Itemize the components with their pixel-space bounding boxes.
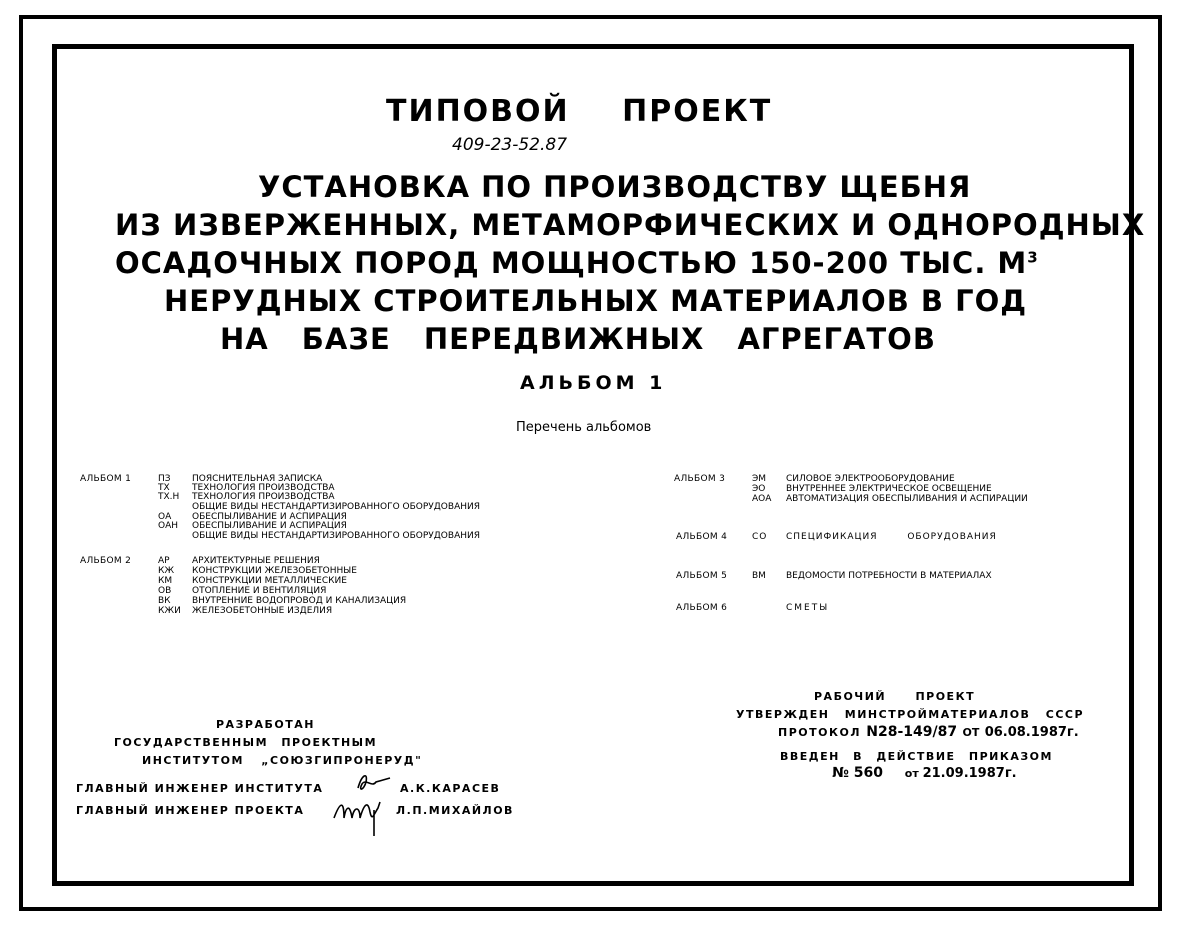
list-item: ЭО ВНУТРЕННЕЕ ЭЛЕКТРИЧЕСКОЕ ОСВЕЩЕНИЕ: [752, 484, 992, 494]
list-item: ТХ ТЕХНОЛОГИЯ ПРОИЗВОДСТВА: [158, 483, 335, 493]
order-number: № 560: [832, 765, 883, 781]
list-item: СО СПЕЦИФИКАЦИЯ ОБОРУДОВАНИЯ: [752, 532, 997, 542]
project-number: 409-23-52.87: [452, 135, 568, 155]
album-2-label: АЛЬБОМ 2: [80, 556, 132, 566]
album-4-label: АЛЬБОМ 4: [676, 532, 728, 542]
developer-line-2: ГОСУДАРСТВЕННЫМ ПРОЕКТНЫМ: [114, 736, 378, 749]
album-6-label: АЛЬБОМ 6: [676, 603, 728, 613]
subject-line-2: ИЗ ИЗВЕРЖЕННЫХ, МЕТАМОРФИЧЕСКИХ И ОДНОРОДНЫХ: [115, 208, 1146, 242]
document-type-title: ТИПОВОЙ ПРОЕКТ: [386, 94, 773, 129]
list-item: ВК ВНУТРЕННИЕ ВОДОПРОВОД И КАНАЛИЗАЦИЯ: [158, 596, 407, 606]
albums-list-title: Перечень альбомов: [516, 420, 652, 435]
list-item: ОВ ОТОПЛЕНИЕ И ВЕНТИЛЯЦИЯ: [158, 586, 327, 596]
subject-line-3: [115, 246, 1039, 280]
developer-line-3: ИНСТИТУТОМ „СОЮЗГИПРОНЕРУД": [142, 754, 423, 767]
approval-line-1: РАБОЧИЙ ПРОЕКТ: [814, 690, 976, 703]
list-item: ОБЩИЕ ВИДЫ НЕСТАНДАРТИЗИРОВАННОГО ОБОРУДОВАНИЯ: [192, 502, 480, 512]
cubic-superscript: 3: [1027, 248, 1039, 267]
list-item: КЖ КОНСТРУКЦИИ ЖЕЛЕЗОБЕТОННЫЕ: [158, 566, 357, 576]
list-item: КМ КОНСТРУКЦИИ МЕТАЛЛИЧЕСКИЕ: [158, 576, 347, 586]
order-date: 21.09.1987г.: [922, 766, 1017, 781]
list-item: ПЗ ПОЯСНИТЕЛЬНАЯ ЗАПИСКА: [158, 474, 323, 484]
protocol-date: 06.08.1987г.: [984, 725, 1079, 740]
approval-line-3: ПРОТОКОЛ N28-149/87 ОТ 06.08.1987г.: [778, 724, 1079, 740]
list-item: ВМ ВЕДОМОСТИ ПОТРЕБНОСТИ В МАТЕРИАЛАХ: [752, 571, 992, 581]
approval-line-4: ВВЕДЕН В ДЕЙСТВИЕ ПРИКАЗОМ: [780, 750, 1053, 763]
developer-line-1: РАЗРАБОТАН: [216, 718, 315, 731]
subject-line-3-text: ОСАДОЧНЫХ ПОРОД МОЩНОСТЬЮ 150-200 ТЫС. М: [115, 246, 1028, 280]
list-item: АОА АВТОМАТИЗАЦИЯ ОБЕСПЫЛИВАНИЯ И АСПИРАЦИИ: [752, 494, 1028, 504]
chief-institute-name: А.К.КАРАСЕВ: [400, 782, 501, 795]
list-item: СМЕТЫ: [786, 603, 830, 613]
subject-line-4: НЕРУДНЫХ СТРОИТЕЛЬНЫХ МАТЕРИАЛОВ В ГОД: [164, 284, 1028, 318]
list-item: АР АРХИТЕКТУРНЫЕ РЕШЕНИЯ: [158, 556, 320, 566]
album-title: АЛЬБОМ 1: [520, 372, 667, 394]
list-item: ЭМ СИЛОВОЕ ЭЛЕКТРООБОРУДОВАНИЕ: [752, 474, 955, 484]
list-item: ОБЩИЕ ВИДЫ НЕСТАНДАРТИЗИРОВАННОГО ОБОРУДОВАНИЯ: [192, 531, 480, 541]
list-item: КЖИ ЖЕЛЕЗОБЕТОННЫЕ ИЗДЕЛИЯ: [158, 606, 333, 616]
approval-line-2: УТВЕРЖДЕН МИНСТРОЙМАТЕРИАЛОВ СССР: [736, 708, 1085, 721]
list-item: ОА ОБЕСПЫЛИВАНИЕ И АСПИРАЦИЯ: [158, 512, 347, 522]
subject-line-1: УСТАНОВКА ПО ПРОИЗВОДСТВУ ЩЕБНЯ: [258, 170, 972, 204]
chief-institute-role: ГЛАВНЫЙ ИНЖЕНЕР ИНСТИТУТА: [76, 782, 324, 795]
list-item: ОАН ОБЕСПЫЛИВАНИЕ И АСПИРАЦИЯ: [158, 521, 347, 531]
chief-project-role: ГЛАВНЫЙ ИНЖЕНЕР ПРОЕКТА: [76, 804, 305, 817]
album-3-label: АЛЬБОМ 3: [674, 474, 726, 484]
list-item: ТХ.Н ТЕХНОЛОГИЯ ПРОИЗВОДСТВА: [158, 492, 335, 502]
signature-mikhailov: [330, 792, 390, 838]
album-1-label: АЛЬБОМ 1: [80, 474, 132, 484]
subject-line-5: НА БАЗЕ ПЕРЕДВИЖНЫХ АГРЕГАТОВ: [220, 322, 936, 356]
album-5-label: АЛЬБОМ 5: [676, 571, 728, 581]
protocol-number: N28-149/87: [866, 724, 958, 740]
approval-line-5: № 560 от 21.09.1987г.: [832, 765, 1017, 781]
chief-project-name: Л.П.МИХАЙЛОВ: [396, 804, 514, 817]
